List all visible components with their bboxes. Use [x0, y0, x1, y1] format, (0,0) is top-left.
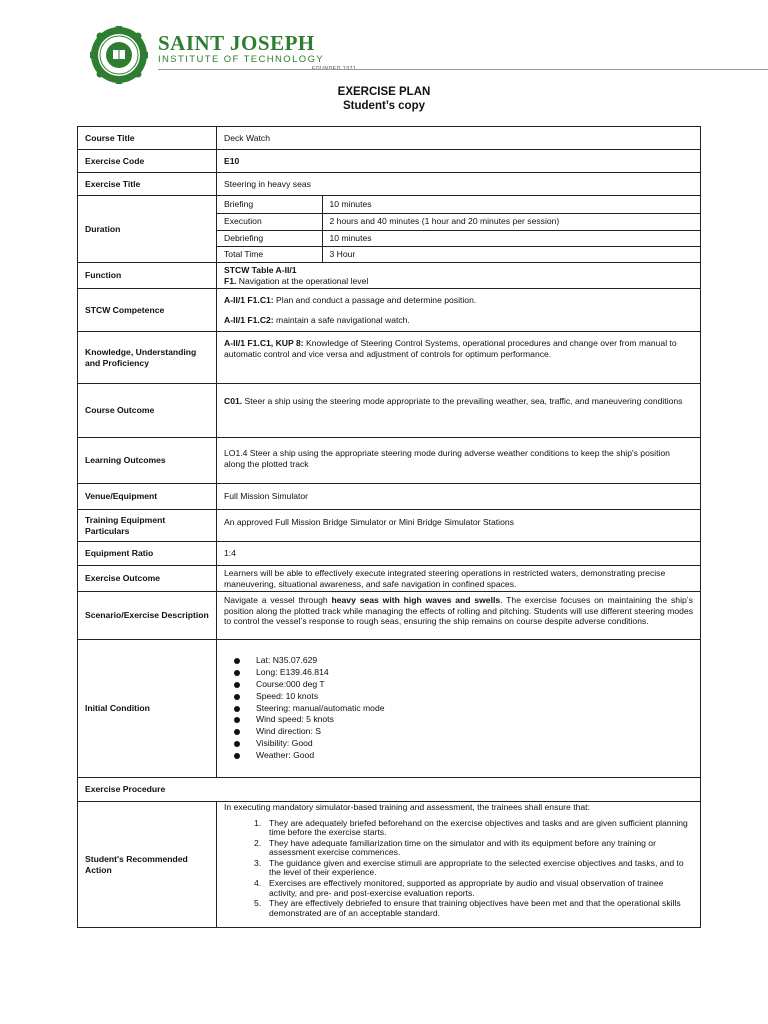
table-row	[78, 384, 701, 438]
row-label: Course Outcome	[78, 384, 217, 438]
table-row	[78, 332, 701, 384]
scenario-post: . The exercise focuses on maintaining the shipʼs position along the plotted track while managing the effects of rolling and pitching. Students will use different steering modes to control the vesselʼs response to rough seas, ensuring the ship remains on course despite adverse conditions.	[224, 595, 693, 626]
document-title-block	[0, 85, 768, 113]
kup-cell	[217, 332, 701, 384]
duration-value: 10 minutes	[322, 196, 700, 213]
table-row	[78, 510, 701, 542]
kup-text: Knowledge of Steering Control Systems, operational procedures and change over from manual to automatic control and vice versa and adjustment of controls for optimum performance.	[224, 338, 677, 359]
item-number: 1.	[254, 817, 262, 828]
table-row	[78, 289, 701, 332]
competence-code: A-II/1 F1.C2:	[224, 314, 274, 325]
exercise-plan-table	[77, 126, 701, 928]
duration-key: Debriefing	[217, 230, 322, 246]
exercise-code-value: E10	[217, 150, 701, 173]
row-label: Scenario/Exercise Description	[78, 592, 217, 640]
learning-outcomes-value: LO1.4 Steer a ship using the appropriate steering mode during adverse weather conditions to keep the ship's position along the plotted track	[217, 438, 701, 484]
exercise-outcome-value: Learners will be able to effectively execute integrated steering operations in restricted waters, demonstrating precise maneuvering, situational awareness, and safe navigation in confined spaces.	[217, 566, 701, 592]
item-text: The guidance given and exercise stimuli are appropriate to the selected exercise objectives and tasks, and to the level of their experience.	[269, 857, 684, 878]
equipment-ratio-value: 1:4	[217, 542, 701, 566]
item-number: 4.	[254, 878, 262, 889]
table-row	[78, 640, 701, 778]
item-text: They are adequately briefed beforehand on the exercise objectives and tasks and are given sufficient planning time before the exercise starts.	[269, 817, 688, 838]
table-row	[78, 542, 701, 566]
row-label: Duration	[78, 196, 217, 263]
scenario-bold: heavy seas with high waves and swells	[331, 595, 501, 605]
recommended-action-cell	[217, 802, 701, 928]
item-text: They have adequate familiarization time on the simulator and with its equipment before any training or assessment exercise commences.	[269, 837, 656, 858]
competence-1	[224, 295, 693, 306]
list-item: Long: E139.46.814	[234, 667, 693, 679]
list-item	[224, 859, 693, 878]
function-line1: STCW Table A-II/1	[224, 265, 297, 275]
duration-value: 3 Hour	[322, 246, 700, 262]
course-outcome-cell	[217, 384, 701, 438]
table-row	[78, 196, 701, 263]
exercise-procedure-header: Exercise Procedure	[78, 778, 701, 802]
school-seal-icon	[90, 26, 148, 84]
table-row	[78, 484, 701, 510]
row-label: Function	[78, 263, 217, 289]
table-row	[78, 173, 701, 196]
row-label: Student's Recommended Action	[78, 802, 217, 928]
row-label: Training Equipment Particulars	[78, 510, 217, 542]
initial-condition-cell	[217, 640, 701, 778]
row-label: Exercise Code	[78, 150, 217, 173]
exercise-title-value: Steering in heavy seas	[217, 173, 701, 196]
recommended-action-intro: In executing mandatory simulator-based training and assessment, the trainees shall ensure that:	[224, 802, 590, 812]
list-item: Wind direction: S	[234, 726, 693, 738]
table-row	[78, 263, 701, 289]
initial-condition-list	[224, 655, 693, 761]
header-divider	[158, 69, 768, 70]
table-row	[78, 566, 701, 592]
list-item	[224, 899, 693, 918]
scenario-cell	[217, 592, 701, 640]
list-item: Wind speed: 5 knots	[234, 714, 693, 726]
competence-code: A-II/1 F1.C1:	[224, 295, 274, 305]
item-number: 2.	[254, 837, 262, 848]
row-label: Course Title	[78, 127, 217, 150]
duration-key: Execution	[217, 213, 322, 230]
table-row	[78, 802, 701, 928]
recommended-action-list	[224, 819, 693, 919]
course-outcome-code: C01.	[224, 396, 243, 406]
venue-value: Full Mission Simulator	[217, 484, 701, 510]
scenario-pre: Navigate a vessel through	[224, 595, 332, 605]
list-item: Steering: manual/automatic mode	[234, 703, 693, 715]
function-cell	[217, 263, 701, 289]
list-item	[224, 819, 693, 838]
duration-table	[217, 196, 700, 262]
row-label: Exercise Title	[78, 173, 217, 196]
table-row	[78, 778, 701, 802]
item-text: Exercises are effectively monitored, supported as appropriate by audio and visual observation of trainee activity, and pre- and post-exercise evaluation reports.	[269, 878, 664, 898]
table-row	[78, 150, 701, 173]
list-item: Weather: Good	[234, 750, 693, 762]
function-line2	[224, 276, 693, 287]
row-label: Venue/Equipment	[78, 484, 217, 510]
item-text: They are effectively debriefed to ensure that training objectives have been met and that the operational skills demonstrated are of an acceptable standard.	[269, 898, 681, 918]
table-row	[78, 438, 701, 484]
document-title: EXERCISE PLAN	[337, 86, 431, 98]
function-text: Navigation at the operational level	[236, 275, 369, 286]
school-name: SAINT JOSEPH	[158, 31, 315, 55]
list-item: Course:000 deg T	[234, 679, 693, 691]
row-label: Learning Outcomes	[78, 438, 217, 484]
kup-code: A-II/1 F1.C1, KUP 8:	[224, 338, 304, 348]
row-label: STCW Competence	[78, 289, 217, 332]
duration-value: 2 hours and 40 minutes (1 hour and 20 minutes per session)	[322, 213, 700, 230]
item-number: 3.	[254, 857, 262, 868]
row-label: Knowledge, Understanding and Proficiency	[78, 332, 217, 384]
stcw-competence-cell	[217, 289, 701, 332]
list-item	[224, 839, 693, 858]
list-item: Lat: N35.07.629	[234, 655, 693, 667]
list-item	[224, 879, 693, 898]
duration-key: Total Time	[217, 246, 322, 262]
course-outcome-text: Steer a ship using the steering mode appropriate to the prevailing weather, sea, traffic, and maneuvering conditions	[242, 396, 683, 406]
letterhead	[90, 26, 680, 72]
list-item: Visibility: Good	[234, 738, 693, 750]
course-title-value: Deck Watch	[217, 127, 701, 150]
row-label: Initial Condition	[78, 640, 217, 778]
duration-value: 10 minutes	[322, 230, 700, 246]
table-row	[78, 127, 701, 150]
duration-key: Briefing	[217, 196, 322, 213]
row-label: Exercise Outcome	[78, 566, 217, 592]
competence-text: maintain a safe navigational watch.	[273, 314, 410, 325]
school-subtitle: INSTITUTE OF TECHNOLOGY	[158, 54, 325, 65]
duration-cell	[217, 196, 701, 263]
competence-2	[224, 315, 693, 326]
row-label: Equipment Ratio	[78, 542, 217, 566]
list-item: Speed: 10 knots	[234, 691, 693, 703]
document-subtitle: Student’s copy	[343, 100, 425, 112]
training-equipment-value: An approved Full Mission Bridge Simulator or Mini Bridge Simulator Stations	[217, 510, 701, 542]
table-row	[78, 592, 701, 640]
item-number: 5.	[254, 898, 262, 909]
function-code: F1.	[224, 275, 237, 286]
competence-text: Plan and conduct a passage and determine position.	[273, 295, 477, 305]
